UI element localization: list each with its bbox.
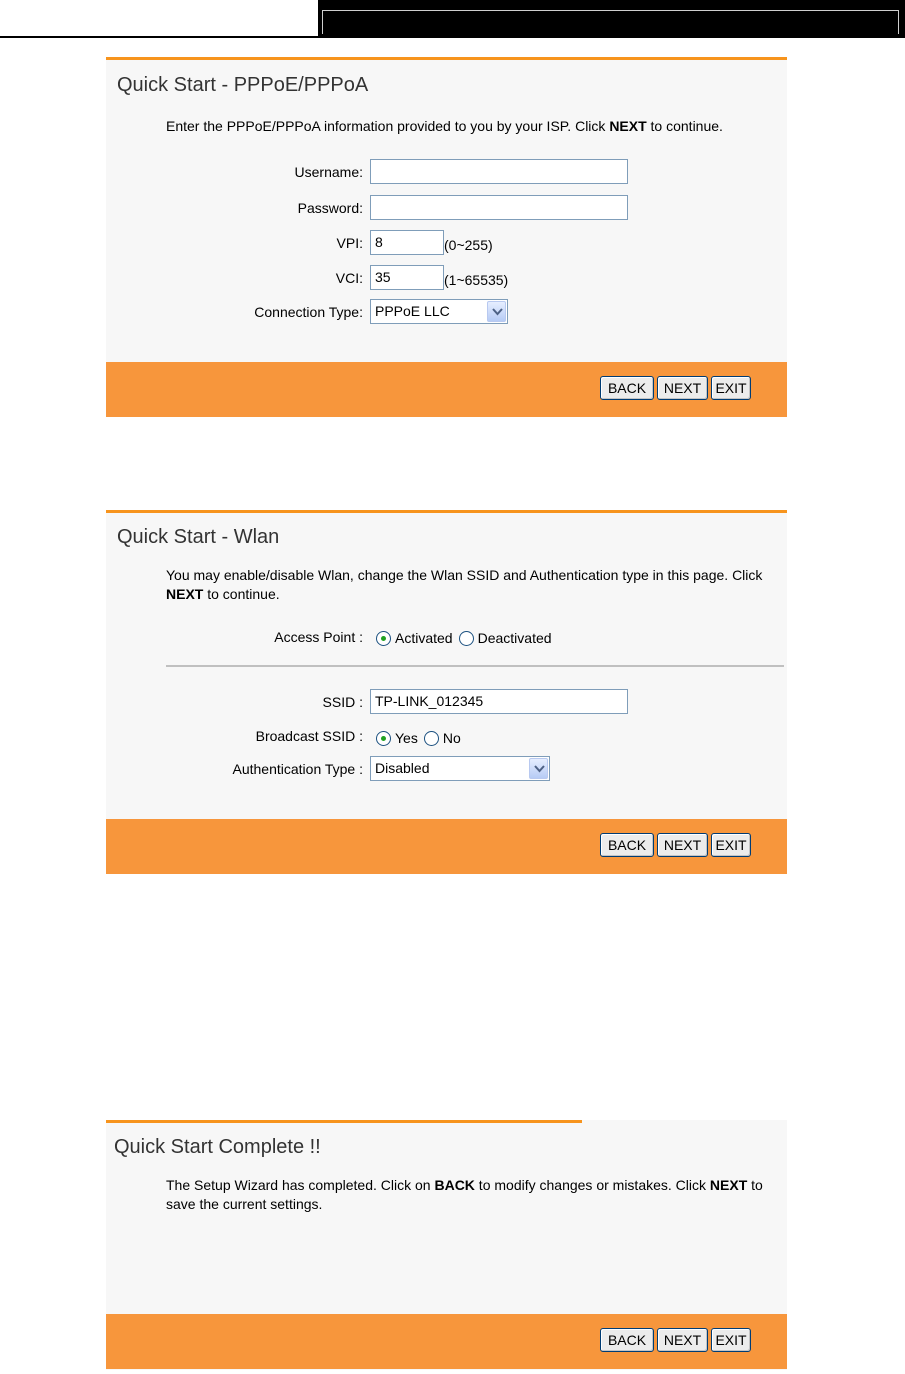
access-point-deactivated-radio[interactable] bbox=[459, 631, 474, 646]
vpi-range-hint: (0~255) bbox=[444, 237, 493, 253]
broadcast-ssid-label: Broadcast SSID : bbox=[255, 728, 363, 744]
panel-top-line bbox=[106, 57, 787, 60]
username-input[interactable] bbox=[370, 159, 628, 184]
username-label: Username: bbox=[294, 164, 363, 180]
authentication-type-label: Authentication Type : bbox=[232, 761, 363, 777]
page-title: Quick Start - Wlan bbox=[117, 526, 280, 548]
instructions: You may enable/disable Wlan, change the Wlan SSID and Authentication type in this page. Click NEXT to continue. bbox=[166, 567, 763, 602]
access-point-options: Activated Deactivated bbox=[376, 630, 558, 646]
wlan-panel bbox=[106, 510, 787, 874]
ssid-label: SSID : bbox=[322, 694, 363, 710]
document-header-frame bbox=[322, 10, 899, 34]
section-divider bbox=[166, 665, 784, 667]
access-point-activated-radio[interactable] bbox=[376, 631, 391, 646]
vci-label: VCI: bbox=[335, 270, 363, 286]
button-bar bbox=[106, 819, 787, 874]
button-bar bbox=[106, 362, 787, 417]
next-button[interactable]: NEXT bbox=[657, 1328, 708, 1352]
instructions: The Setup Wizard has completed. Click on BACK to modify changes or mistakes. Click NEXT to save the current settings. bbox=[166, 1177, 763, 1212]
button-bar bbox=[106, 1314, 787, 1369]
broadcast-no-radio[interactable] bbox=[424, 731, 439, 746]
document-header-rule bbox=[0, 36, 905, 38]
next-button[interactable]: NEXT bbox=[657, 376, 708, 400]
chevron-down-icon bbox=[534, 765, 545, 773]
password-label: Password: bbox=[297, 200, 363, 216]
complete-panel bbox=[106, 1120, 787, 1370]
authentication-type-select[interactable]: Disabled bbox=[370, 756, 550, 781]
next-button[interactable]: NEXT bbox=[657, 833, 708, 857]
connection-type-label: Connection Type: bbox=[254, 304, 363, 320]
back-button[interactable]: BACK bbox=[600, 833, 654, 857]
broadcast-yes-radio[interactable] bbox=[376, 731, 391, 746]
dropdown-button[interactable] bbox=[529, 758, 548, 779]
password-input[interactable] bbox=[370, 195, 628, 220]
ssid-input[interactable]: TP-LINK_012345 bbox=[370, 689, 628, 714]
document-header-bar bbox=[318, 0, 905, 38]
vci-range-hint: (1~65535) bbox=[444, 272, 509, 288]
access-point-label: Access Point : bbox=[274, 629, 363, 645]
back-button[interactable]: BACK bbox=[600, 376, 654, 400]
panel-top-line bbox=[106, 510, 787, 513]
broadcast-ssid-options: Yes No bbox=[376, 730, 467, 746]
panel-top-line bbox=[106, 1120, 582, 1123]
dropdown-button[interactable] bbox=[487, 301, 506, 322]
back-button[interactable]: BACK bbox=[600, 1328, 654, 1352]
vci-input[interactable]: 35 bbox=[370, 265, 444, 290]
connection-type-select[interactable]: PPPoE LLC bbox=[370, 299, 508, 324]
exit-button[interactable]: EXIT bbox=[711, 1328, 751, 1352]
vpi-input[interactable]: 8 bbox=[370, 230, 444, 255]
exit-button[interactable]: EXIT bbox=[711, 376, 751, 400]
pppoe-panel bbox=[106, 57, 787, 417]
vpi-label: VPI: bbox=[336, 235, 363, 251]
instructions: Enter the PPPoE/PPPoA information provided to you by your ISP. Click NEXT to continue. bbox=[166, 118, 723, 134]
exit-button[interactable]: EXIT bbox=[711, 833, 751, 857]
page-title: Quick Start Complete !! bbox=[114, 1136, 321, 1158]
page-title: Quick Start - PPPoE/PPPoA bbox=[117, 74, 369, 96]
chevron-down-icon bbox=[492, 308, 503, 316]
